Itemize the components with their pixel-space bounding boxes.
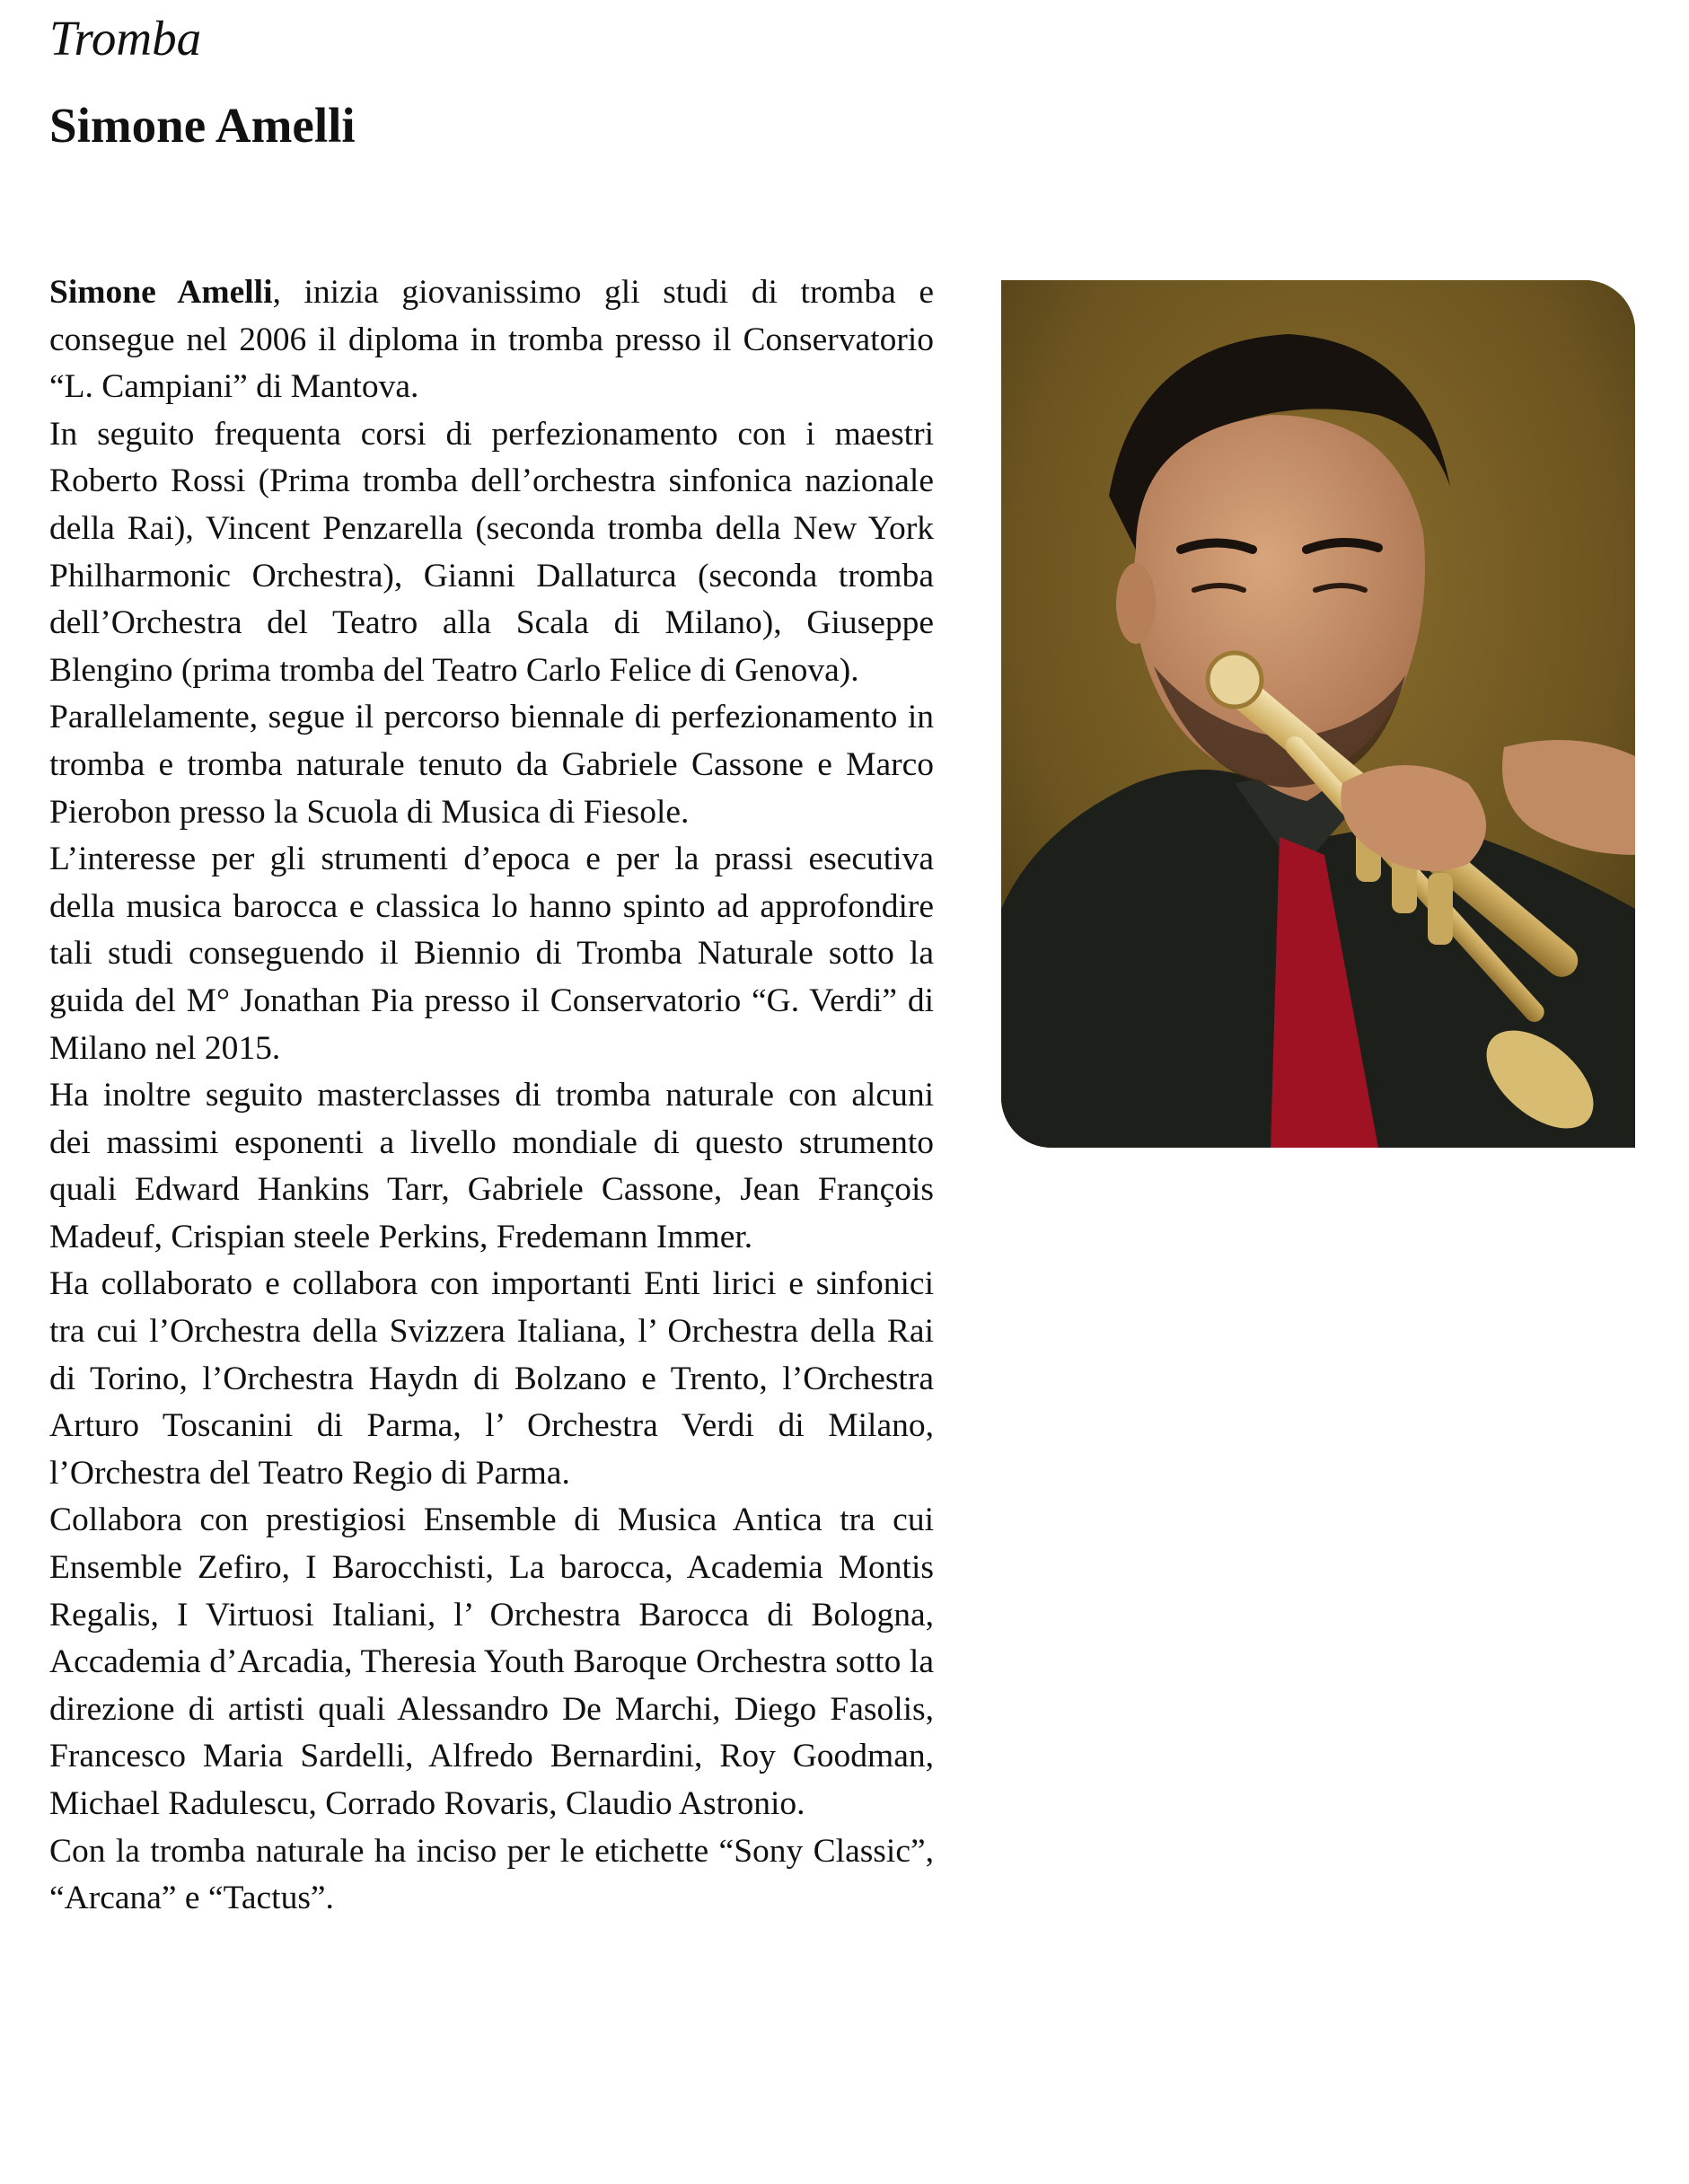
bio-paragraph: Ha inoltre seguito masterclasses di tromba naturale con alcuni dei massimi esponenti a livello mondiale di questo strumento quali Edward Hankins Tarr, Gabriele Cassone, Jean François Madeuf, Crispian steele Perkins, Fredemann Immer. — [49, 1077, 934, 1255]
portrait-photo — [1001, 280, 1635, 1148]
bio-lead-name: Simone Amelli — [49, 274, 273, 311]
bio-paragraph — [49, 269, 934, 411]
bio-paragraph: L’interesse per gli strumenti d’epoca e per la prassi esecutiva della musica barocca e classica lo hanno spinto ad approfondire tali studi conseguendo il Biennio di Tromba Naturale sotto la guida del M° Jonathan Pia presso il Conservatorio “G. Verdi” di Milano nel 2015. — [49, 841, 934, 1067]
trumpet-player-illustration — [1001, 280, 1635, 1148]
biography-text — [49, 269, 934, 1923]
bio-paragraph: Parallelamente, segue il percorso biennale di perfezionamento in tromba e tromba naturale tenuto da Gabriele Cassone e Marco Pierobon presso la Scuola di Musica di Fiesole. — [49, 699, 934, 831]
bio-lead-text: , inizia giovanissimo gli studi di tromba e consegue nel 2006 il diploma in tromba presso il Conservatorio “L. Campiani” di Mantova. — [49, 274, 934, 406]
performer-name: Simone Amelli — [49, 98, 356, 153]
bio-paragraph: Ha collaborato e collabora con importanti Enti lirici e sinfonici tra cui l’Orchestra della Svizzera Italiana, l’ Orchestra della Rai di Torino, l’Orchestra Haydn di Bolzano e Trento, l’Orchestra Arturo Toscanini di Parma, l’ Orchestra Verdi di Milano, l’Orchestra del Teatro Regio di Parma. — [49, 1265, 934, 1492]
bio-paragraph: Con la tromba naturale ha inciso per le etichette “Sony Classic”, “Arcana” e “Tactus”. — [49, 1832, 934, 1917]
bio-paragraph: Collabora con prestigiosi Ensemble di Musica Antica tra cui Ensemble Zefiro, I Barocchisti, La barocca, Academia Montis Regalis, I Virtuosi Italiani, l’ Orchestra Barocca di Bologna, Accademia d’Arcadia, Theresia Youth Baroque Orchestra sotto la direzione di artisti quali Alessandro De Marchi, Diego Fasolis, Francesco Maria Sardelli, Alfredo Bernardini, Roy Goodman, Michael Radulescu, Corrado Rovaris, Claudio Astronio. — [49, 1502, 934, 1822]
bio-paragraph: In seguito frequenta corsi di perfezionamento con i maestri Roberto Rossi (Prima tromba dell’orchestra sinfonica nazionale della Rai), Vincent Penzarella (seconda tromba della New York Philharmonic Orchestra), Gianni Dallaturca (seconda tromba dell’Orchestra del Teatro alla Scala di Milano), Giuseppe Blengino (prima tromba del Teatro Carlo Felice di Genova). — [49, 415, 934, 689]
instrument-heading: Tromba — [49, 11, 202, 66]
